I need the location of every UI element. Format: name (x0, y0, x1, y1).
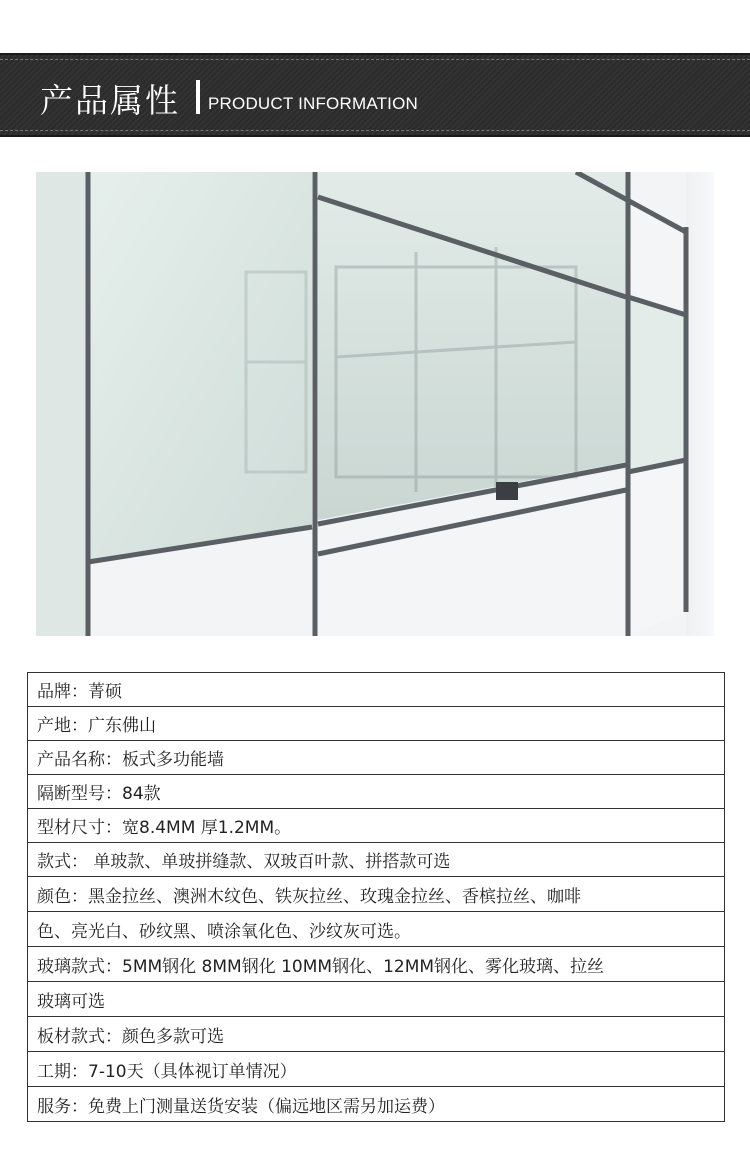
section-subtitle: PRODUCT INFORMATION (208, 94, 418, 113)
spec-row-color-continued: 色、亮光白、砂纹黑、喷涂氧化色、沙纹灰可选。 (28, 912, 724, 947)
spec-row-product-name: 产品名称：板式多功能墙 (28, 741, 724, 775)
product-photo (36, 172, 714, 636)
spec-row-origin: 产地：广东佛山 (28, 707, 724, 741)
spec-row-style: 款式： 单玻款、单玻拼缝款、双玻百叶款、拼搭款可选 (28, 843, 724, 877)
spec-row-model: 隔断型号：84款 (28, 775, 724, 809)
spec-row-color: 颜色：黑金拉丝、澳洲木纹色、铁灰拉丝、玫瑰金拉丝、香槟拉丝、咖啡 (28, 877, 724, 912)
section-title: 产品属性 (40, 81, 180, 120)
spec-row-board-style: 板材款式：颜色多款可选 (28, 1017, 724, 1052)
spec-row-brand: 品牌：菁硕 (28, 673, 724, 707)
spec-row-glass-style-continued: 玻璃可选 (28, 982, 724, 1017)
title-divider (196, 80, 200, 114)
spec-table (27, 672, 725, 1122)
spec-row-lead-time: 工期：7-10天（具体视订单情况） (28, 1052, 724, 1087)
spec-row-service: 服务：免费上门测量送货安装（偏远地区需另加运费） (28, 1087, 724, 1122)
spec-row-profile-size: 型材尺寸：宽8.4MM 厚1.2MM。 (28, 809, 724, 843)
spec-row-glass-style: 玻璃款式：5MM钢化 8MM钢化 10MM钢化、12MM钢化、雾化玻璃、拉丝 (28, 947, 724, 982)
